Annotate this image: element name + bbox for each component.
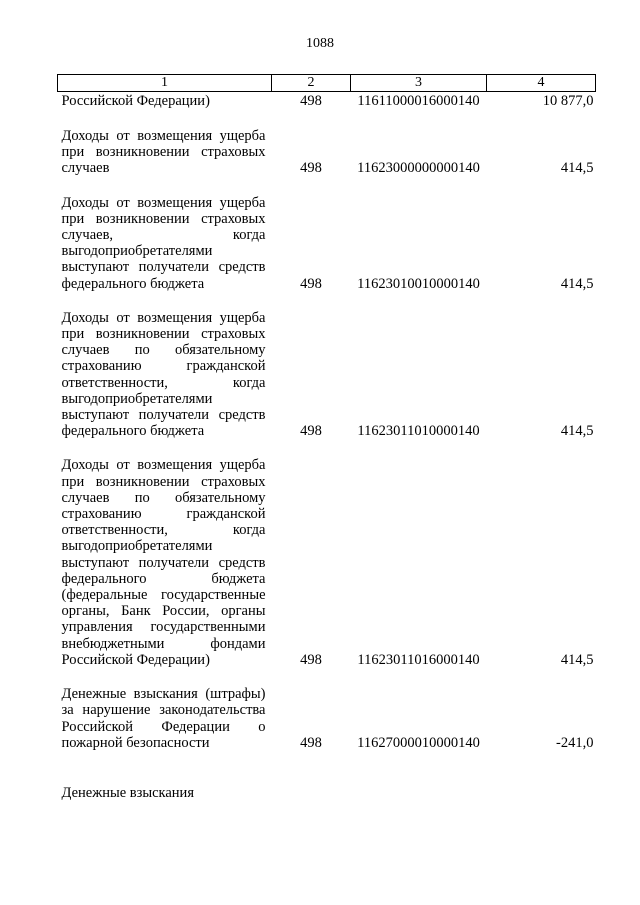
row-amount: 414,5 [560, 275, 594, 292]
row-amount: 10 877,0 [542, 92, 594, 109]
row-kbk: 11623010010000140 [357, 275, 480, 292]
row-description: Денежные взыскания [61, 784, 194, 801]
row-description: Российской Федерации) [61, 92, 210, 109]
table-row [58, 292, 596, 440]
budget-table [57, 74, 596, 801]
page-number: 1088 [306, 36, 334, 51]
row-admin-code: 498 [300, 275, 322, 292]
row-admin-code: 498 [300, 423, 322, 440]
table-row [58, 751, 596, 801]
table-row [58, 668, 596, 751]
header-row [58, 75, 596, 92]
row-admin-code: 498 [300, 651, 322, 668]
row-description: Доходы от возмещения ущерба при возникновении страховых случаев по обязательному страхованию гражданской ответственности, когда выгодоприобретателями выступают получатели средств федерального бюджета [61, 309, 266, 440]
row-amount: 414,5 [560, 651, 594, 668]
row-kbk: 11623000000000140 [357, 160, 480, 177]
row-kbk: 11623011016000140 [357, 651, 480, 668]
row-kbk: 11611000016000140 [357, 92, 480, 109]
header-col-4: 4 [487, 75, 596, 92]
row-admin-code: 498 [300, 160, 322, 177]
table-row [58, 109, 596, 177]
header-col-3: 3 [351, 75, 487, 92]
header-col-2: 2 [272, 75, 351, 92]
row-description: Доходы от возмещения ущерба при возникновении страховых случаев по обязательному страхованию гражданской ответственности, когда выгодоприобретателями выступают получатели средств федерального бюджета (федеральные государственные органы, Банк России, органы управления государственными внебюджетными фондами Российской Федерации) [61, 457, 266, 668]
row-kbk [351, 751, 487, 801]
row-amount: -241,0 [556, 734, 594, 751]
row-admin-code: 498 [300, 734, 322, 751]
row-description: Доходы от возмещения ущерба при возникновении страховых случаев [61, 128, 266, 177]
row-kbk: 11627000010000140 [357, 734, 480, 751]
table-row [58, 92, 596, 110]
row-description: Денежные взыскания (штрафы) за нарушение законодательства Российской Федерации о пожарной безопасности [61, 686, 266, 751]
row-kbk: 11623011010000140 [357, 423, 480, 440]
header-col-1: 1 [58, 75, 272, 92]
row-amount: 414,5 [560, 423, 594, 440]
table-row [58, 177, 596, 292]
row-admin-code [272, 751, 351, 801]
row-amount: 414,5 [560, 160, 594, 177]
row-admin-code: 498 [300, 92, 322, 109]
table-header [58, 75, 596, 92]
table-body [58, 92, 596, 802]
table-row [58, 439, 596, 668]
row-amount [487, 751, 596, 801]
row-description: Доходы от возмещения ущерба при возникновении страховых случаев, когда выгодоприобретателями выступают получатели средств федерального бюджета [61, 194, 266, 292]
